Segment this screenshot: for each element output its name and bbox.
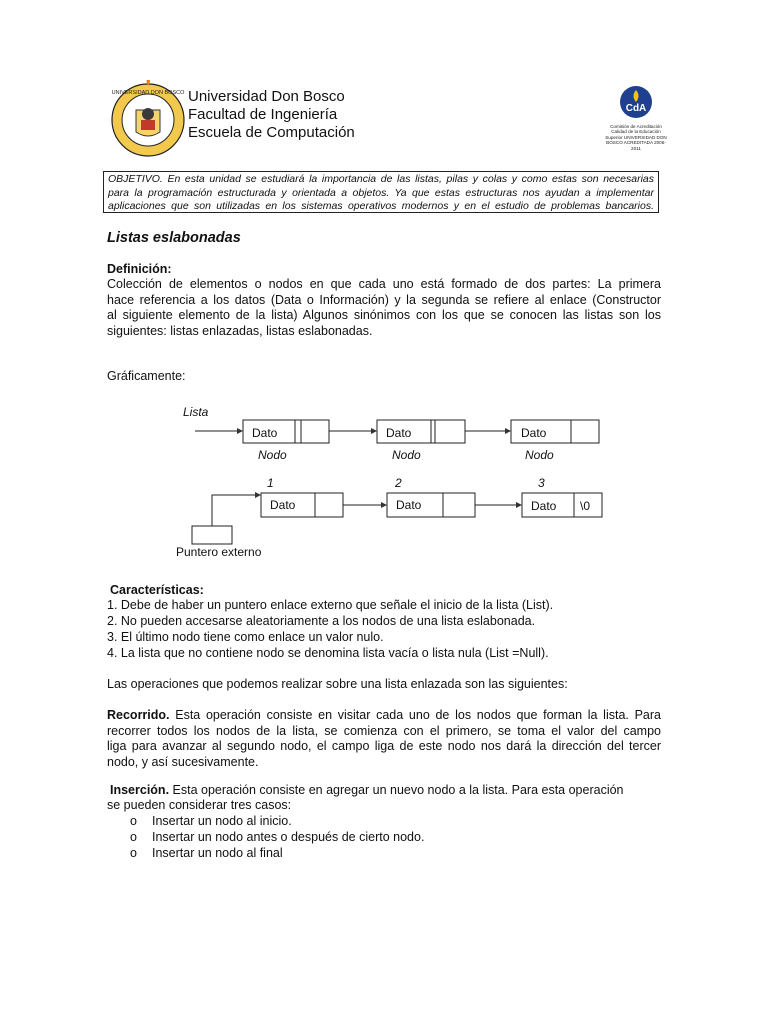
definition-line: al siguiente elemento de la lista) Algunos sinónimos con los que se conocen las listas son los [107, 308, 661, 322]
definition-heading: Definición: [107, 262, 172, 276]
insertion-case: Insertar un nodo al inicio. [152, 814, 292, 828]
node-number: 2 [395, 476, 402, 490]
traversal-paragraph [107, 708, 661, 770]
data-label: Dato [270, 498, 296, 512]
school-name: Escuela de Computación [188, 124, 355, 141]
characteristic-item: 3. El último nodo tiene como enlace un valor nulo. [107, 630, 384, 644]
graphically-label: Gráficamente: [107, 369, 186, 383]
objective-line: OBJETIVO. En esta unidad se estudiará la importancia de las listas, pilas y colas y como estas son necesarias [108, 173, 654, 185]
node-link-field [571, 420, 599, 443]
traversal-line: nodo, y así sucesivamente. [107, 754, 259, 769]
accreditation-caption: Comisión de Acreditación Calidad de la Educación Superior UNIVERSIDAD DON BOSCO ACREDITADA 2006-2011 [605, 124, 667, 151]
insertion-case: Insertar un nodo al final [152, 846, 283, 860]
bullet-marker: o [130, 814, 137, 828]
list-label: Lista [183, 405, 209, 419]
definition-line: siguientes: listas enlazadas, listas eslabonadas. [107, 323, 373, 338]
node-number: 1 [267, 476, 274, 490]
characteristic-item: 4. La lista que no contiene nodo se denomina lista vacía o lista nula (List =Null). [107, 646, 549, 660]
traversal-line: recorrer todos los nodos de la lista, se comienza con el primero, se toma el valor del campo [107, 723, 661, 738]
definition-paragraph [107, 277, 661, 339]
objective-line: aplicaciones que son utilizadas en los sistemas operativos modernos y en el estudio de problemas bancarios. [108, 200, 654, 212]
data-label: Dato [386, 426, 412, 440]
node-link-field [295, 420, 329, 443]
faculty-name: Facultad de Ingeniería [188, 106, 338, 123]
node-number: 3 [538, 476, 545, 490]
definition-line: hace referencia a los datos (Data o Información) y la segunda se refiere al enlace (Constructor [107, 292, 661, 307]
node-link-field [431, 420, 465, 443]
university-seal-logo [108, 80, 188, 158]
data-label: Dato [531, 499, 557, 513]
data-label: Dato [396, 498, 422, 512]
seal-text: UNIVERSIDAD DON BOSCO [111, 90, 185, 96]
insertion-first-line [110, 783, 624, 799]
bullet-marker: o [130, 830, 137, 844]
characteristic-item: 1. Debe de haber un puntero enlace externo que señale el inicio de la lista (List). [107, 598, 554, 612]
section-title: Listas eslabonadas [107, 230, 241, 246]
node-link-field [443, 493, 475, 517]
characteristics-heading: Características: [110, 583, 204, 597]
characteristic-item: 2. No pueden accesarse aleatoriamente a los nodos de una lista eslabonada. [107, 614, 536, 628]
node-label: Nodo [392, 448, 421, 462]
bullet-marker: o [130, 846, 137, 860]
node-label: Nodo [525, 448, 554, 462]
insertion-term: Inserción. [110, 783, 170, 797]
traversal-text: Esta operación consiste en visitar cada uno de los nodos que forman la lista. Para [169, 708, 661, 722]
traversal-first-line [107, 708, 661, 724]
university-name: Universidad Don Bosco [188, 88, 345, 105]
node-link-field [315, 493, 343, 517]
operations-intro: Las operaciones que podemos realizar sobre una lista enlazada son las siguientes: [107, 677, 568, 691]
insertion-case: Insertar un nodo antes o después de cierto nodo. [152, 830, 425, 844]
data-label: Dato [521, 426, 547, 440]
null-link-label: \0 [580, 499, 591, 513]
objective-box [103, 171, 659, 213]
linked-list-diagram [170, 398, 610, 563]
objective-line: para la programación estructurada y orientada a objetos. Ya que estas estructuras nos ayudan a implementar [108, 186, 654, 199]
traversal-line: liga para avanzar al segundo nodo, el campo liga de este nodo nos dará la dirección del tercer [107, 739, 661, 753]
insertion-second-line: se pueden considerar tres casos: [107, 798, 292, 812]
data-label: Dato [252, 426, 278, 440]
cda-logo-text: CdA [625, 103, 647, 114]
definition-line: Colección de elementos o nodos en que cada uno está formado de dos partes: La primera [107, 277, 661, 291]
external-pointer-box [192, 526, 232, 544]
insertion-text: Esta operación consiste en agregar un nuevo nodo a la lista. Para esta operación [169, 783, 624, 797]
node-label: Nodo [258, 448, 287, 462]
external-pointer-label: Puntero externo [176, 545, 262, 559]
traversal-term: Recorrido. [107, 708, 170, 722]
external-pointer-arrow [212, 495, 260, 526]
